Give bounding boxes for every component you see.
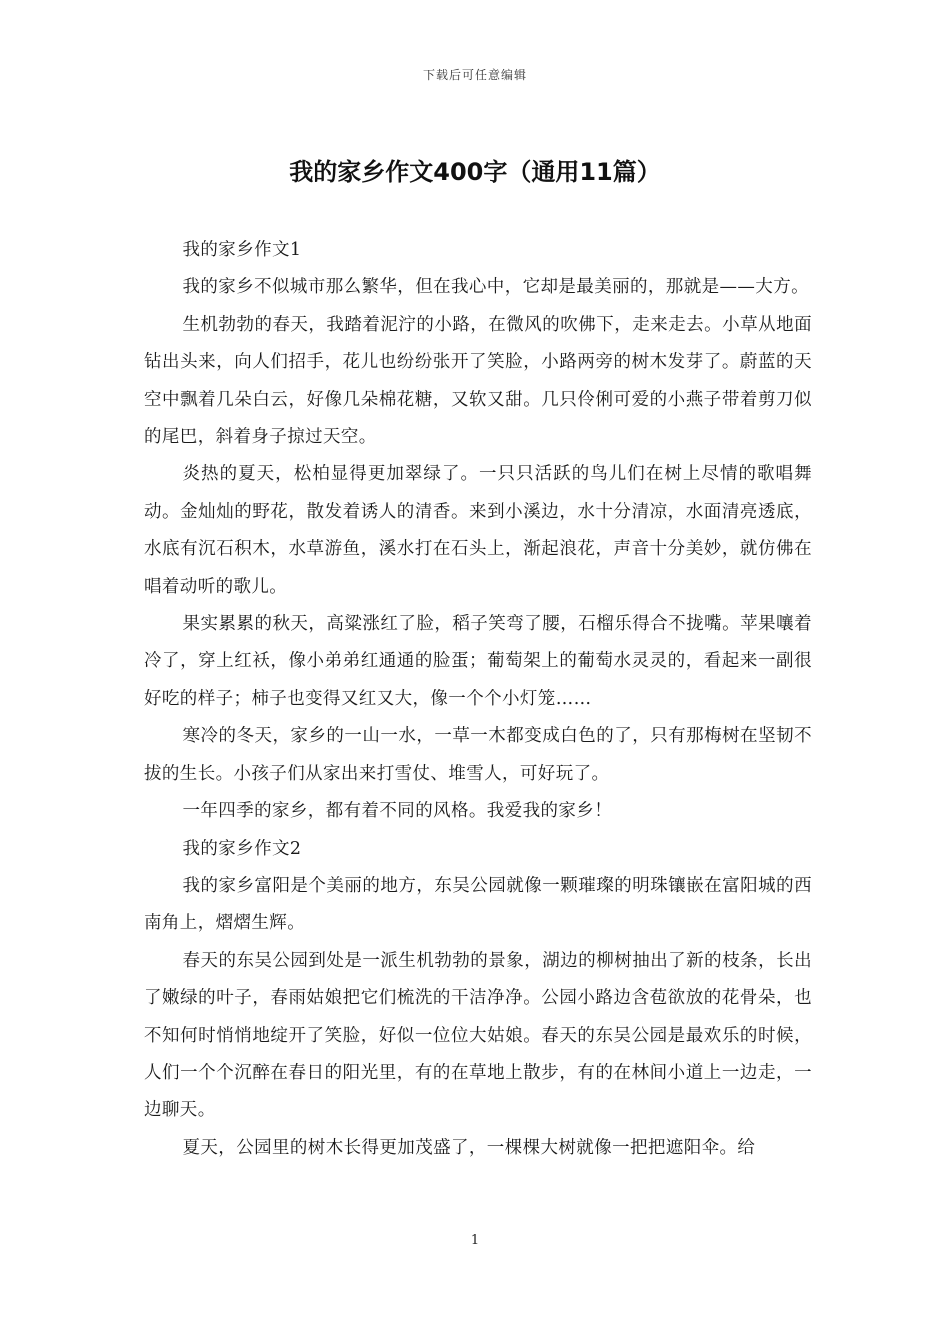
paragraph: 我的家乡富阳是个美丽的地方，东吴公园就像一颗璀璨的明珠镶嵌在富阳城的西南角上，熠熠生辉。	[144, 875, 812, 934]
paragraph: 生机勃勃的春天，我踏着泥泞的小路，在微风的吹佛下，走来走去。小草从地面钻出头来，向人们招手，花儿也纷纷张开了笑脸，小路两旁的树木发芽了。蔚蓝的天空中飘着几朵白云，好像几朵棉花糖，又软又甜。几只伶俐可爱的小燕子带着剪刀似的尾巴，斜着身子掠过天空。	[144, 314, 812, 448]
paragraph: 我的家乡不似城市那么繁华，但在我心中，它却是最美丽的，那就是——大方。	[182, 277, 809, 298]
document-title: 我的家乡作文400字（通用11篇）	[289, 158, 661, 186]
download-note: 下载后可任意编辑	[422, 68, 527, 82]
document-body	[144, 232, 812, 1167]
paragraph: 寒冷的冬天，家乡的一山一水，一草一木都变成白色的了，只有那梅树在坚韧不拔的生长。小孩子们从家出来打雪仗、堆雪人，可好玩了。	[144, 726, 812, 784]
paragraph: 果实累累的秋天，高粱涨红了脸，稻子笑弯了腰，石榴乐得合不拢嘴。苹果嚷着冷了，穿上红袄，像小弟弟红通通的脸蛋；葡萄架上的葡萄水灵灵的，看起来一副很好吃的样子；柿子也变得又红又大，像一个个小灯笼……	[144, 614, 812, 709]
paragraph: 夏天，公园里的树木长得更加茂盛了，一棵棵大树就像一把把遮阳伞。给	[182, 1137, 756, 1158]
essay-heading-2: 我的家乡作文2	[182, 838, 302, 859]
essay-heading-1: 我的家乡作文1	[182, 240, 302, 260]
paragraph: 一年四季的家乡，都有着不同的风格。我爱我的家乡！	[182, 801, 613, 822]
paragraph: 炎热的夏天，松柏显得更加翠绿了。一只只活跃的鸟儿们在树上尽情的歌唱舞动。金灿灿的野花，散发着诱人的清香。来到小溪边，水十分清凉，水面清亮透底，水底有沉石积木，水草游鱼，溪水打在石头上，渐起浪花，声音十分美妙，就仿佛在唱着动听的歌儿。	[144, 464, 812, 597]
paragraph: 春天的东吴公园到处是一派生机勃勃的景象，湖边的柳树抽出了新的枝条，长出了嫩绿的叶子，春雨姑娘把它们梳洗的干洁净净。公园小路边含苞欲放的花骨朵，也不知何时悄悄地绽开了笑脸，好似一位位大姑娘。春天的东吴公园是最欢乐的时候，人们一个个沉醉在春日的阳光里，有的在草地上散步，有的在林间小道上一边走，一边聊天。	[144, 950, 812, 1121]
page-number: 1	[470, 1233, 480, 1248]
